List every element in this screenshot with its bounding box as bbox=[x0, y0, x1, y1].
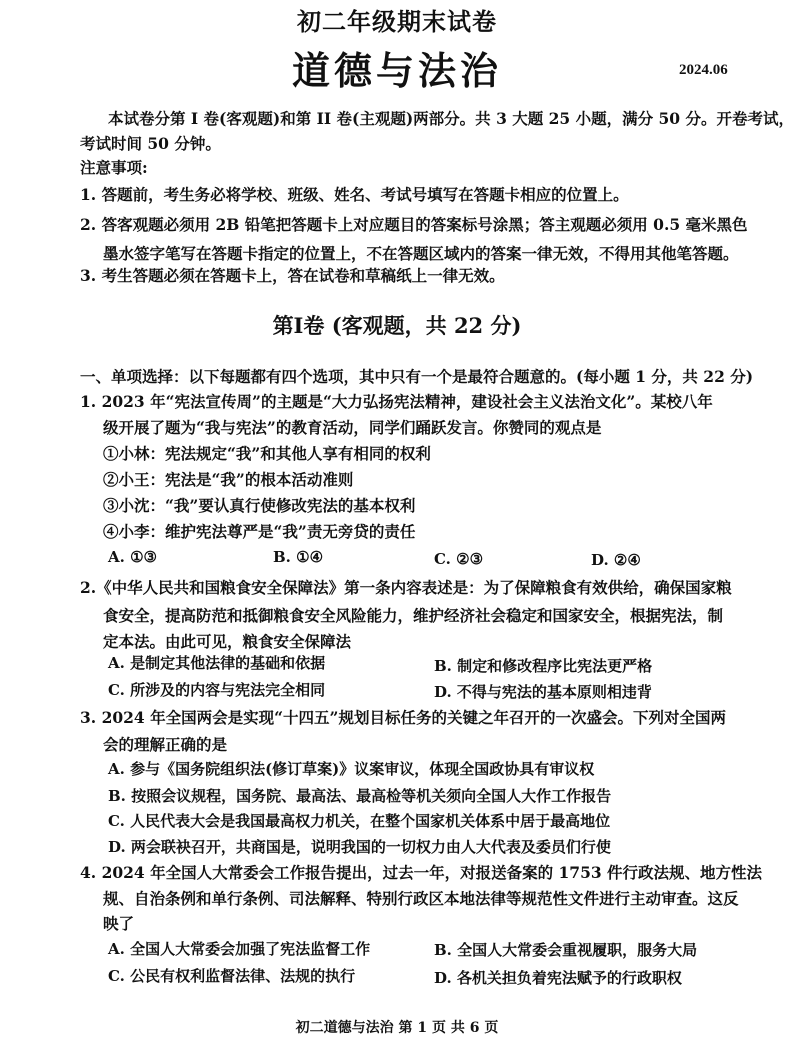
section-instruction: 一、单项选择：以下每题都有四个选项，其中只有一个是最符合题意的。(每小题 1 分，共 22 分) bbox=[80, 367, 754, 386]
q3-stem-line-1: 3. 2024 年全国两会是实现“十四五”规划目标任务的关键之年召开的一次盛会。下列对全国两 bbox=[80, 708, 726, 727]
q2-option-b: B. 制定和修改程序比宪法更严格 bbox=[434, 657, 653, 675]
q1-stem-line-2: 级开展了题为“我与宪法”的教育活动，同学们踊跃发言。你赞同的观点是 bbox=[103, 418, 602, 437]
page-footer: 初二道德与法治 第 1 页 共 6 页 bbox=[295, 1020, 499, 1036]
q3-stem-line-2: 会的理解正确的是 bbox=[103, 735, 228, 754]
note-item-2: 2. 答客观题必须用 2B 铅笔把答题卡上对应题目的答案标号涂黑；答主观题必须用 0.5 毫米黑色 bbox=[80, 215, 748, 234]
q1-statement-2: ②小王：宪法是“我”的根本活动准则 bbox=[103, 470, 354, 489]
note-item-1: 1. 答题前，考生务必将学校、班级、姓名、考试号填写在答题卡相应的位置上。 bbox=[80, 185, 629, 204]
q4-option-d: D. 各机关担负着宪法赋予的行政职权 bbox=[434, 969, 682, 987]
q2-stem-line-1: 2.《中华人民共和国粮食安全保障法》第一条内容表述是：为了保障粮食有效供给，确保国家粮 bbox=[80, 578, 732, 597]
q1-statement-3: ③小沈：“我”要认真行使修改宪法的基本权利 bbox=[103, 496, 416, 515]
q2-stem-line-2: 食安全，提高防范和抵御粮食安全风险能力，维护经济社会稳定和国家安全，根据宪法，制 bbox=[103, 606, 724, 625]
q4-stem-line-3: 映了 bbox=[103, 914, 135, 933]
q3-option-a: A. 参与《国务院组织法(修订草案)》议案审议，体现全国政协具有审议权 bbox=[108, 760, 595, 778]
q2-stem-line-3: 定本法。由此可见，粮食安全保障法 bbox=[103, 632, 352, 651]
note-item-3: 3. 考生答题必须在答题卡上，答在试卷和草稿纸上一律无效。 bbox=[80, 266, 505, 285]
exam-title: 初二年级期末试卷 bbox=[297, 7, 497, 36]
q4-stem-line-2: 规、自治条例和单行条例、司法解释、特别行政区本地法律等规范性文件进行主动审查。这反 bbox=[103, 889, 739, 908]
intro-line-1: 本试卷分第 I 卷(客观题)和第 II 卷(主观题)两部分。共 3 大题 25 小题，满分 50 分。开卷考试， bbox=[108, 109, 794, 128]
q4-option-c: C. 公民有权利监督法律、法规的执行 bbox=[108, 967, 356, 985]
q3-option-b: B. 按照会议规程，国务院、最高法、最高检等机关须向全国人大作工作报告 bbox=[108, 787, 612, 805]
q1-option-c: C. ②③ bbox=[434, 550, 484, 568]
q1-stem-line-1: 1. 2023 年“宪法宣传周”的主题是“大力弘扬宪法精神，建设社会主义法治文化”。某校八年 bbox=[80, 392, 713, 411]
subject-title: 道德与法治 bbox=[291, 48, 502, 93]
q3-option-c: C. 人民代表大会是我国最高权力机关，在整个国家机关体系中居于最高地位 bbox=[108, 812, 611, 830]
q1-statement-4: ④小李：维护宪法尊严是“我”责无旁贷的责任 bbox=[103, 522, 416, 541]
q2-option-a: A. 是制定其他法律的基础和依据 bbox=[108, 654, 326, 672]
exam-date: 2024.06 bbox=[679, 62, 728, 78]
q3-option-d: D. 两会联袂召开，共商国是，说明我国的一切权力由人大代表及委员们行使 bbox=[108, 838, 611, 856]
q4-option-a: A. 全国人大常委会加强了宪法监督工作 bbox=[108, 940, 371, 958]
q1-option-d: D. ②④ bbox=[591, 551, 641, 569]
section-title: 第I卷 (客观题，共 22 分) bbox=[272, 313, 522, 338]
q1-option-b: B. ①④ bbox=[273, 548, 324, 566]
notes-heading: 注意事项: bbox=[80, 158, 148, 177]
note-item-2-cont: 墨水签字笔写在答题卡指定的位置上，不在答题区域内的答案一律无效，不得用其他笔答题。 bbox=[103, 244, 739, 263]
q1-option-a: A. ①③ bbox=[108, 548, 157, 566]
q4-stem-line-1: 4. 2024 年全国人大常委会工作报告提出，过去一年，对报送备案的 1753 件行政法规、地方性法 bbox=[80, 863, 763, 882]
q1-statement-1: ①小林：宪法规定“我”和其他人享有相同的权利 bbox=[103, 444, 431, 463]
q2-option-d: D. 不得与宪法的基本原则相违背 bbox=[434, 683, 652, 701]
intro-line-2: 考试时间 50 分钟。 bbox=[80, 134, 221, 153]
q4-option-b: B. 全国人大常委会重视履职，服务大局 bbox=[434, 941, 698, 959]
q2-option-c: C. 所涉及的内容与宪法完全相同 bbox=[108, 681, 326, 699]
